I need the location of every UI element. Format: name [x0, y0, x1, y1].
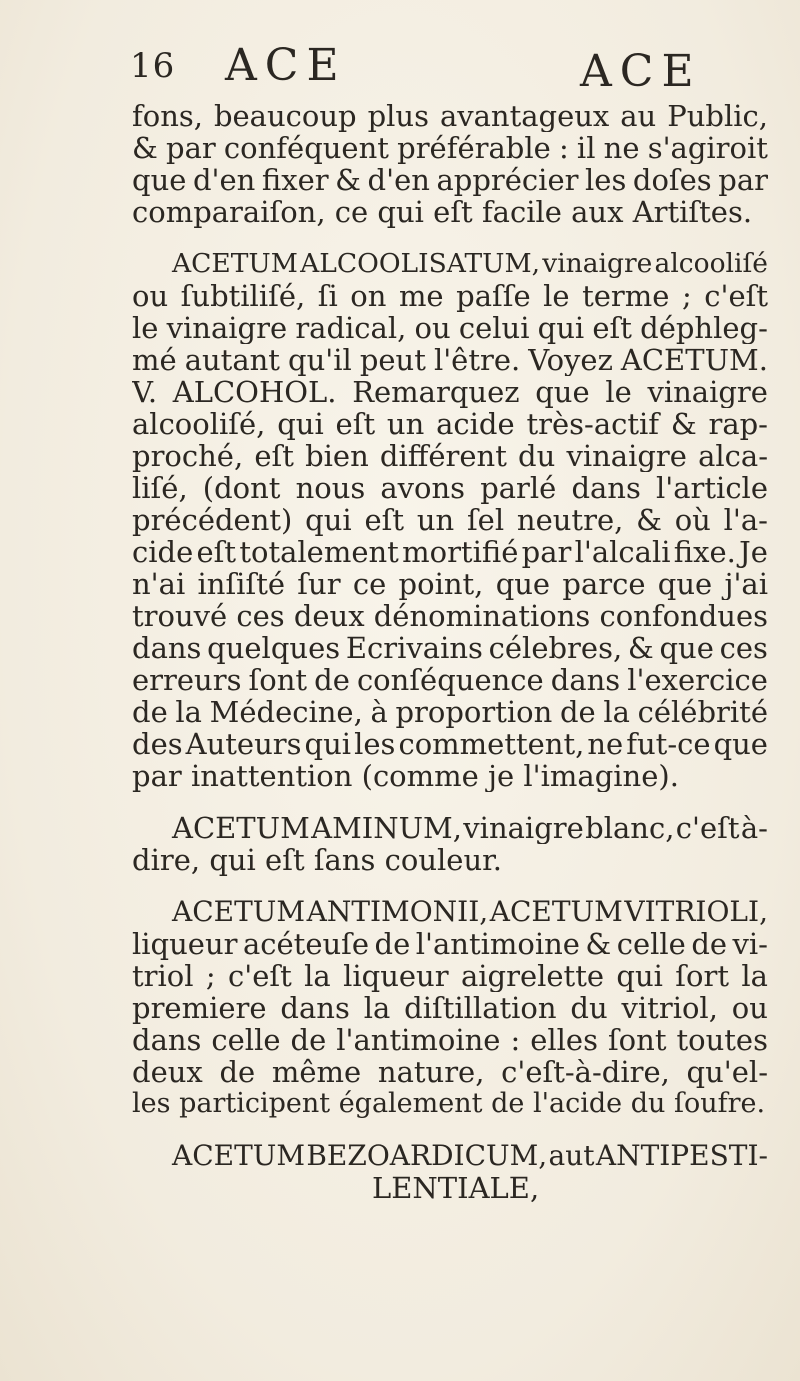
text-line: comparaiſon, ce qui eſt facile aux Artiſtes. [132, 196, 753, 228]
text-line: proché, eſt bien différent du vinaigre alca- [132, 440, 768, 472]
text-line: ACETUM ALCOOLISATUM, vinaigre alcooliſé [172, 248, 768, 279]
paragraph-gap [132, 792, 768, 812]
paragraph-gap [132, 228, 768, 248]
text-line: de la Médecine, à proportion de la célébrité [132, 696, 768, 728]
text-line: les participent également de l'acide du ſoufre. [132, 1088, 766, 1119]
text-line: triol ; c'eſt la liqueur aigrelette qui ſort la [132, 960, 768, 992]
text-line: premiere dans la diſtillation du vitriol, ou [132, 992, 768, 1024]
text-line: erreurs ſont de conſéquence dans l'exercice [132, 664, 768, 696]
text-line: V. ALCOHOL. Remarquez que le vinaigre [132, 376, 768, 408]
body-text [132, 100, 768, 1204]
text-line: par inattention (comme je l'imagine). [132, 760, 679, 792]
page-number: 16 [130, 46, 176, 86]
text-line: dans quelques Ecrivains célebres, & que ces [132, 632, 768, 664]
text-line: alcooliſé, qui eſt un acide très-actif & rap- [132, 408, 768, 440]
text-line: dire, qui eſt ſans couleur. [132, 844, 503, 876]
text-line: dans celle de l'antimoine : elles ſont toutes [132, 1024, 768, 1056]
text-line: cide eſt totalement mortifié par l'alcali fixe. Je [132, 536, 768, 568]
text-line: des Auteurs qui les commettent, ne fut-ce que [132, 728, 768, 760]
text-line: précédent) qui eſt un ſel neutre, & où l'a- [132, 504, 768, 536]
text-line: trouvé ces deux dénominations confondues [132, 600, 768, 632]
text-line: ACETUM AMINUM, vinaigre blanc, c'eſt à- [172, 812, 768, 844]
text-line: & par conféquent préférable : il ne s'agiroit [132, 132, 768, 164]
text-line: le vinaigre radical, ou celui qui eſt déphleg- [132, 312, 768, 344]
text-line: n'ai inſiſté ſur ce point, que parce que j'ai [132, 568, 768, 600]
running-header [130, 40, 730, 100]
text-line: ACETUM ANTIMONII, ACETUM VITRIOLI, [172, 896, 768, 928]
paragraph-gap [132, 1120, 768, 1140]
text-line: LENTIALE, [372, 1172, 540, 1204]
headword-right: ACE [580, 46, 702, 97]
text-line: fons, beaucoup plus avantageux au Public, [132, 100, 768, 132]
text-line: liſé, (dont nous avons parlé dans l'article [132, 472, 768, 504]
text-line: mé autant qu'il peut l'être. Voyez ACETUM. [132, 344, 768, 376]
text-line: ou ſubtiliſé, ſi on me paſſe le terme ; c'eſt [132, 280, 768, 312]
headword-left: ACE [225, 40, 347, 91]
text-line: ACETUM BEZOARDICUM, aut ANTIPESTI- [172, 1140, 768, 1172]
text-line: liqueur acéteuſe de l'antimoine & celle de vi- [132, 928, 768, 960]
paragraph-gap [132, 876, 768, 896]
text-line: deux de même nature, c'eſt-à-dire, qu'el- [132, 1056, 768, 1088]
text-line: que d'en fixer & d'en apprécier les doſes par [132, 164, 768, 196]
